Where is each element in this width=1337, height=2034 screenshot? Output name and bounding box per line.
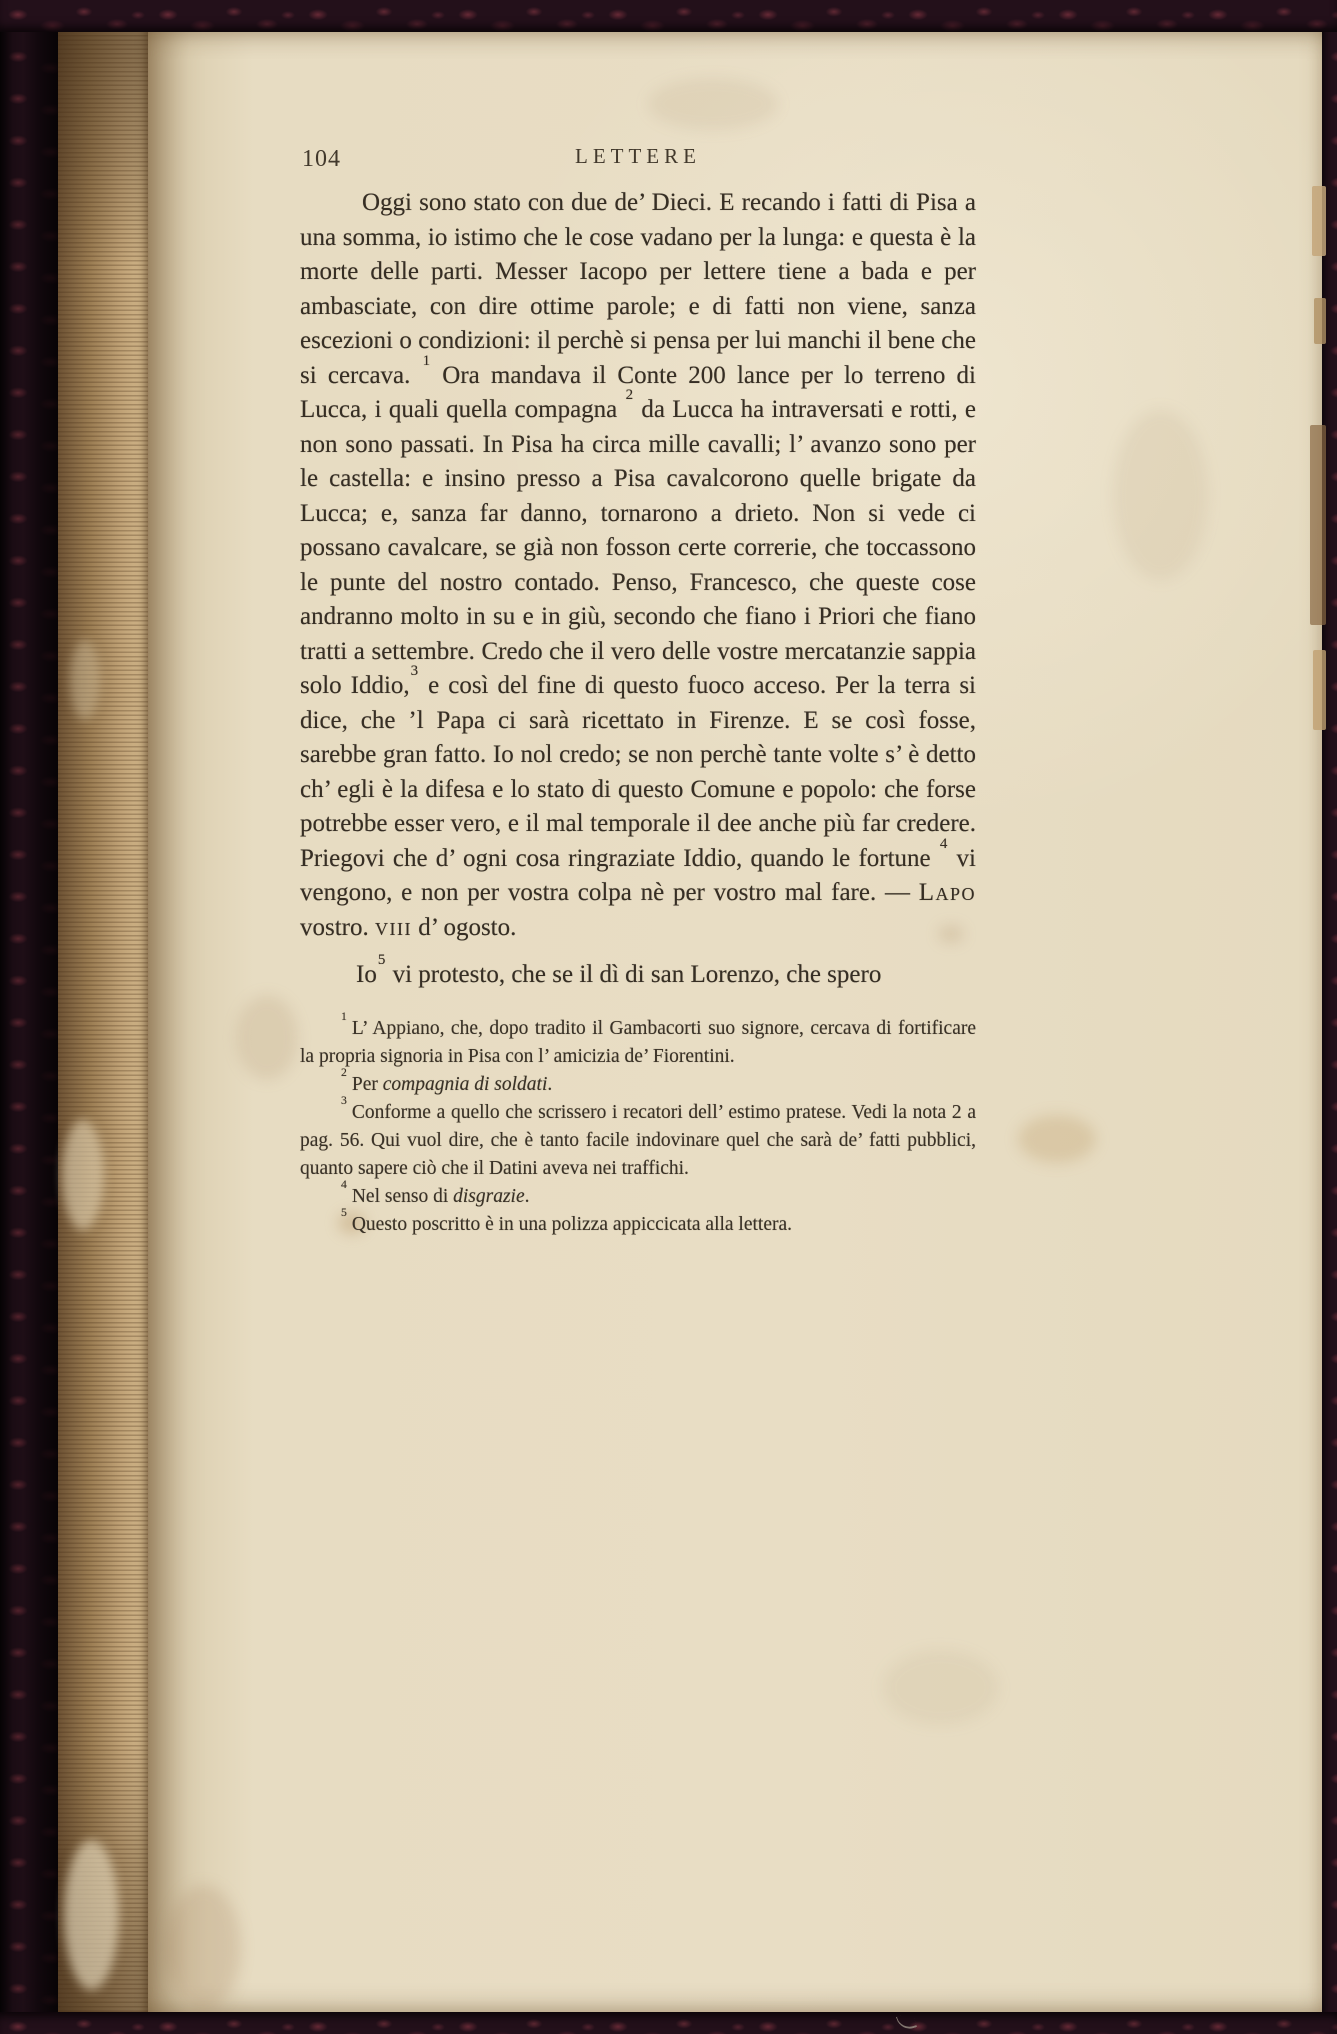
- footnote-ref-5: 5: [377, 952, 386, 969]
- book-cover-top-edge: [0, 0, 1337, 32]
- footnote-text: Per: [351, 1073, 383, 1095]
- footnote-ref-4: 4: [939, 835, 948, 852]
- page-edge-worn-spot: [62, 1120, 104, 1230]
- footnote-ref-2: 2: [625, 387, 634, 404]
- paragraph-text: Io: [356, 961, 377, 988]
- page-header: [300, 144, 976, 174]
- paper-stain: [648, 78, 778, 130]
- footnote-text: L’ Appiano, che, dopo tradito il Gambacorti suo signore, cercava di fortificare la propria signoria in Pisa con l’ amicizia de’ Fiorentini.: [300, 1017, 976, 1067]
- footnote-marker: 1: [341, 1009, 347, 1023]
- paper-stain: [1018, 1115, 1096, 1163]
- paragraph-text: vostro.: [300, 913, 375, 941]
- footnote-marker: 2: [341, 1065, 347, 1079]
- paragraph-text: Oggi sono stato con due de’ Dieci. E recando i fatti di Pisa a una somma, io istimo che le cose vadano per la lunga: e questa è la morte delle parti. Messer Iacopo per lettere tiene a bada e per ambasciate, con dire ottime parole; e di fatti non viene, sanza escezioni o condizioni: il perchè si pensa per lui manchi il bene che si cercava.: [300, 189, 976, 389]
- paragraph-text: d’ ogosto.: [411, 913, 517, 941]
- page-edges-stack: [58, 26, 148, 2016]
- footnote-text: Nel senso di: [351, 1185, 454, 1207]
- footnote-italic-text: disgrazie: [453, 1185, 525, 1207]
- paper-stain: [236, 995, 298, 1080]
- page-number: 104: [302, 146, 341, 172]
- footnote-2: [300, 1065, 976, 1099]
- footnote-text: .: [547, 1073, 553, 1095]
- paragraph-text: e così del fine di questo fuoco acceso. Per la terra si dice, che ’l Papa ci sarà ricettato in Firenze. E se così fosse, sarebbe gran fatto. Io nol credo; se non perchè tante volte s’ è detto ch’ egli è la difesa e lo stato di questo Comune e popolo: che forse potrebbe esser vero, e il mal temporale il dee anche più far credere. Priegovi che d’ ogni cosa ringraziate Iddio, quando le fortune: [300, 672, 976, 872]
- footnote-5: [300, 1205, 976, 1239]
- postscript-paragraph: [300, 952, 976, 993]
- paper-stain: [166, 1885, 241, 2010]
- paper-stain: [1113, 410, 1208, 580]
- facing-page-edge: [1314, 298, 1326, 344]
- footnotes-section: [300, 1009, 976, 1239]
- facing-page-edge: [1310, 425, 1326, 625]
- footnote-text: .: [524, 1185, 530, 1207]
- footnote-ref-1: 1: [422, 352, 431, 369]
- facing-page-edge: [1313, 650, 1326, 730]
- letter-paragraph: [300, 186, 976, 945]
- book-page: [148, 30, 1322, 2012]
- footnote-4: [300, 1177, 976, 1211]
- roman-date: viii: [375, 913, 412, 941]
- footnote-marker: 4: [341, 1177, 347, 1191]
- book-cover-bottom-edge: [0, 2012, 1337, 2034]
- footnote-ref-3: 3: [410, 663, 419, 680]
- paragraph-text: vi protesto, che se il dì di san Lorenzo, che spero: [386, 961, 882, 988]
- page-edge-worn-spot: [64, 1840, 119, 1990]
- footnote-3: [300, 1093, 976, 1183]
- footnote-1: [300, 1009, 976, 1071]
- paragraph-text: da Lucca ha intraversati e rotti, e non sono passati. In Pisa ha circa mille cavalli; l’ avanzo sono per le castella: e insino presso a Pisa cavalcorono quelle brigate da Lucca; e, sanza far danno, tornarono a drieto. Non si vede ci possano cavalcare, se già non fosson certe correrie, che toccassono le punte del nostro contado. Penso, Francesco, che queste cose andranno molto in su e in giù, secondo che fiano i Priori che fiano tratti a settembre. Credo che il vero delle vostre mercatanzie sappia solo Iddio,: [300, 396, 977, 699]
- paper-stain: [883, 1650, 998, 1725]
- signature-name: Lapo: [918, 879, 976, 906]
- footnote-text: Questo poscritto è in una polizza appiccicata alla lettera.: [351, 1213, 793, 1235]
- book-spine: [0, 0, 58, 2034]
- letter-body: [300, 186, 976, 1239]
- facing-page-edge: [1312, 186, 1326, 256]
- footnote-italic-text: compagnia di soldati: [382, 1073, 548, 1095]
- page-edge-worn-spot: [70, 640, 100, 720]
- paragraph-text: Ora mandava il Conte 200 lance per lo terreno di Lucca, i quali quella compagna: [300, 361, 977, 423]
- footnote-text: Conforme a quello che scrissero i recatori dell’ estimo pratese. Vedi la nota 2 a pag. 56. Qui vuol dire, che è tanto facile indovinare quel che sarà de’ fatti pubblici, quanto sapere ciò che il Datini aveva nei traffichi.: [300, 1101, 976, 1179]
- footnote-marker: 3: [341, 1093, 347, 1107]
- footnote-marker: 5: [341, 1205, 347, 1219]
- running-title: LETTERE: [575, 144, 701, 168]
- paragraph-text: vi vengono, e non per vostra colpa nè per vostro mal fare. —: [300, 844, 976, 906]
